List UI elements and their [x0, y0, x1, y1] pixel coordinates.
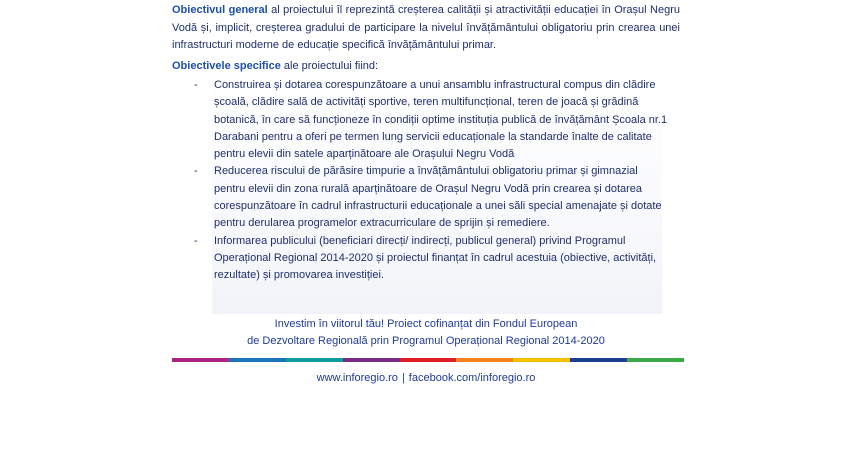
- bullet-dash: -: [194, 79, 198, 91]
- funding-line-1: Investim în viitorul tău! Proiect cofinanțat din Fondul European: [274, 318, 578, 330]
- funding-statement: [172, 316, 680, 350]
- bullet-dash: -: [194, 234, 198, 247]
- stripe-segment: [286, 358, 343, 362]
- stripe-segment: [172, 358, 229, 362]
- stripe-segment: [627, 358, 684, 362]
- specific-objectives-list: [188, 77, 668, 285]
- list-item: [188, 163, 668, 232]
- link-separator: |: [401, 372, 405, 384]
- general-objective-label: Obiectivul general: [172, 4, 268, 16]
- general-objective-text: al proiectului îl reprezintă creșterea calității și atractivității educației în Orașul Negru Vodă și, implicit, creșterea gradului de participare la nivelul învățământului obligatoriu prin crearea unei infrastructuri moderne de educație specifică învățământului primar.: [172, 4, 680, 51]
- color-stripe: [172, 358, 684, 362]
- list-item-text: Construirea și dotarea corespunzătoare a unui ansamblu infrastructural compus din clădire școală, clădire sală de activități sportive, teren multifuncțional, teren de joacă și grădină botanică, în care să funcționeze în condiții optime instituția publică de învățământ Școala nr.1 Darabani pentru a oferi pe termen lung servicii educaționale la standarde înalte de calitate pentru elevii din satele aparținătoare ale Orașului Negru Vodă: [214, 79, 668, 161]
- list-item-text: Informarea publicului (beneficiari direcți/ indirecți, publicul general) privind Programul Operațional Regional 2014-2020 și proiectul finanțat în cadrul acestuia (obiective, activități, rezultate) și promovarea investiției.: [214, 234, 657, 282]
- stripe-segment: [400, 358, 457, 362]
- specific-objectives-label: Obiectivele specifice: [172, 60, 281, 72]
- stripe-segment: [343, 358, 400, 362]
- bullet-dash: -: [194, 165, 198, 178]
- specific-objectives-heading: [172, 58, 680, 76]
- facebook-link[interactable]: facebook.com/inforegio.ro: [408, 372, 536, 384]
- general-objective-paragraph: [172, 2, 680, 55]
- list-item: [188, 233, 668, 285]
- specific-objectives-intro: ale proiectului fiind:: [280, 60, 379, 72]
- list-item-text: Reducerea riscului de părăsire timpurie a învățământului obligatoriu primar și gimnazial pentru elevii din zona rurală aparținătoare de Orașul Negru Vodă prin crearea și dotarea corespunzătoare în cadrul infrastructurii educaționale a unei săli special amenajate și dotate pentru derularea programelor extracurriculare de sprijin și remediere.: [214, 165, 662, 230]
- stripe-segment: [229, 358, 286, 362]
- footer-links: [172, 370, 680, 386]
- funding-line-2: de Dezvoltare Regională prin Programul Operațional Regional 2014-2020: [247, 335, 605, 347]
- stripe-segment: [456, 358, 513, 362]
- website-link[interactable]: www.inforegio.ro: [316, 372, 398, 384]
- list-item: [188, 77, 668, 163]
- stripe-segment: [513, 358, 570, 362]
- stripe-segment: [570, 358, 627, 362]
